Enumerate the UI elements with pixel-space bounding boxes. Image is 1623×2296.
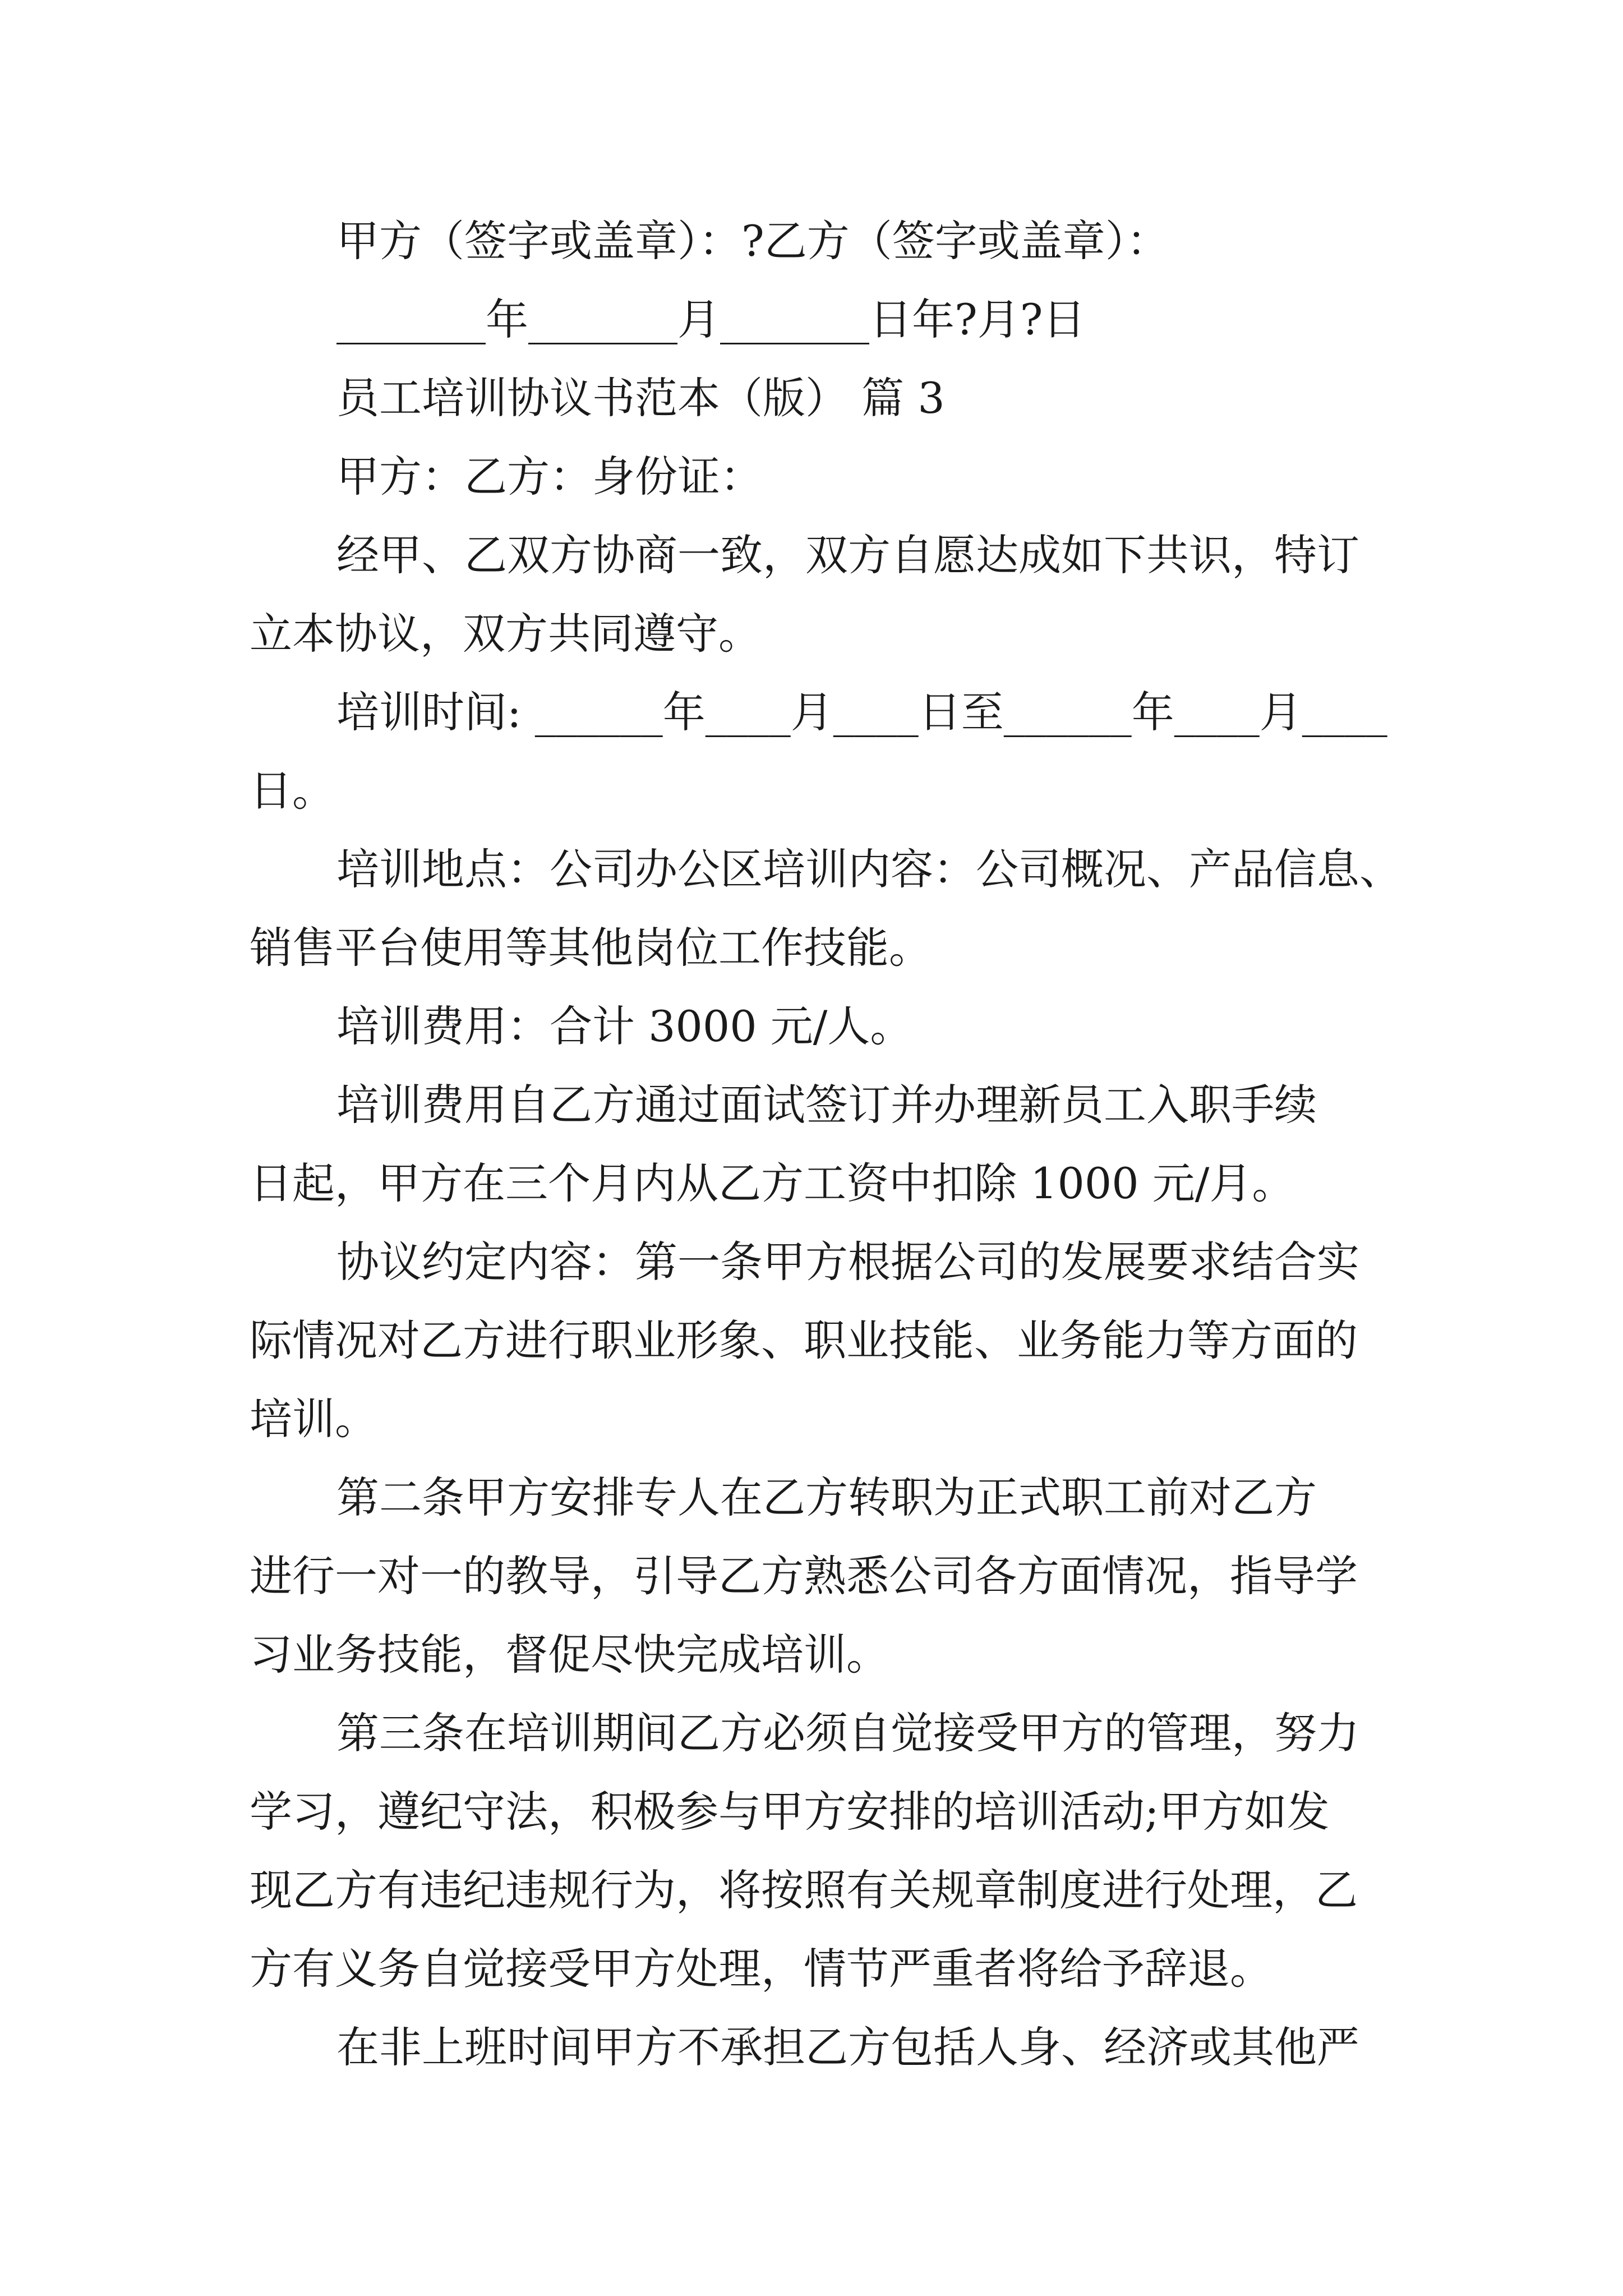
parties-text: 甲方：乙方：身份证： [336, 452, 763, 501]
paragraph-line [0, 524, 1623, 586]
paragraph-text: 际情况对乙方进行职业形象、职业技能、业务能力等方面的 [250, 1315, 1358, 1365]
paragraph-line [0, 760, 1623, 822]
paragraph-text: 培训地点：公司办公区培训内容：公司概况、产品信息、 [336, 844, 1402, 894]
paragraph-text: 现乙方有违纪违规行为，将按照有关规章制度进行处理，乙 [250, 1865, 1358, 1915]
paragraph-text: 学习，遵纪守法，积极参与甲方安排的培训活动;甲方如发 [250, 1787, 1330, 1837]
training-time-line [0, 682, 1623, 743]
paragraph-line [0, 1153, 1623, 1214]
paragraph-line [0, 1938, 1623, 2000]
paragraph-text: 培训。 [250, 1394, 377, 1444]
paragraph-line [0, 1860, 1623, 1921]
paragraph-text: 日起，甲方在三个月内从乙方工资中扣除 1000 元/月。 [250, 1158, 1295, 1208]
paragraph-line [0, 1703, 1623, 1764]
paragraph-text: 协议约定内容：第一条甲方根据公司的发展要求结合实 [336, 1237, 1359, 1287]
paragraph-text: 进行一对一的教导，引导乙方熟悉公司各方面情况，指导学 [250, 1551, 1358, 1601]
paragraph-line [0, 1310, 1623, 1372]
paragraph-text: 立本协议，双方共同遵守。 [250, 609, 761, 659]
paragraph-line [0, 1074, 1623, 1136]
paragraph-text: 第三条在培训期间乙方必须自觉接受甲方的管理，努力 [336, 1708, 1359, 1758]
section-heading-text: 员工培训协议书范本（版） 篇 3 [336, 373, 945, 423]
training-fee-text: 培训费用：合计 3000 元/人。 [336, 1001, 913, 1051]
paragraph-text: 习业务技能，督促尽快完成培训。 [250, 1630, 889, 1680]
training-time-text: 培训时间: ______年____月____日至______年____月____ [336, 687, 1387, 737]
paragraph-line [0, 1545, 1623, 1607]
paragraph-text: 在非上班时间甲方不承担乙方包括人身、经济或其他严 [336, 2022, 1359, 2072]
signature-text: 甲方（签字或盖章）：?乙方（签字或盖章）： [336, 216, 1169, 266]
paragraph-line [0, 1781, 1623, 1843]
paragraph-text: 经甲、乙双方协商一致，双方自愿达成如下共识，特订 [336, 530, 1359, 580]
signature-line [0, 210, 1623, 272]
paragraph-text: 第二条甲方安排专人在乙方转职为正式职工前对乙方 [336, 1473, 1317, 1522]
paragraph-text: 培训费用自乙方通过面试签订并办理新员工入职手续 [336, 1080, 1317, 1130]
training-fee-line [0, 996, 1623, 1057]
section-heading [0, 367, 1623, 429]
paragraph-line [0, 603, 1623, 665]
paragraph-line [0, 1624, 1623, 1686]
date-text: _______年_______月_______日年?月?日 [336, 295, 1086, 344]
paragraph-line [0, 839, 1623, 900]
paragraph-line [0, 2017, 1623, 2078]
parties-line [0, 446, 1623, 508]
paragraph-line [0, 1467, 1623, 1529]
paragraph-line [0, 1388, 1623, 1450]
date-line [0, 289, 1623, 351]
paragraph-text: 日。 [250, 766, 335, 816]
paragraph-text: 方有义务自觉接受甲方处理，情节严重者将给予辞退。 [250, 1944, 1272, 1994]
paragraph-line [0, 917, 1623, 979]
paragraph-line [0, 1231, 1623, 1293]
paragraph-text: 销售平台使用等其他岗位工作技能。 [250, 923, 932, 973]
